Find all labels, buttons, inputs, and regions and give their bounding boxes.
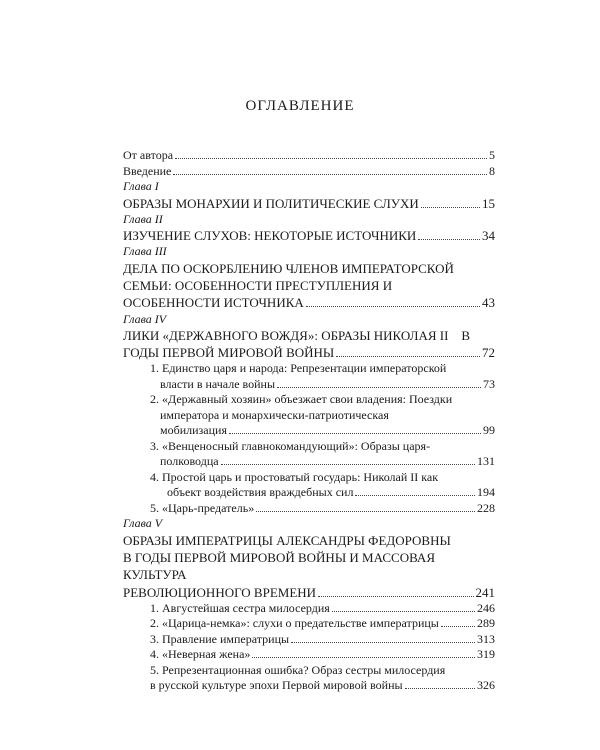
leader-dots (277, 386, 481, 388)
toc-entry-line[interactable]: В ГОДЫ ПЕРВОЙ МИРОВОЙ ВОЙНЫ И МАССОВАЯ КУЛЬТУРА (123, 550, 435, 583)
toc-entry-line[interactable] (123, 327, 495, 344)
leader-dots (229, 432, 481, 434)
toc-subentry[interactable] (123, 632, 495, 648)
leader-dots (175, 157, 487, 159)
toc-subentry-line[interactable]: 2. «Державный хозяин» объезжает свои владения: Поездки (150, 392, 453, 407)
page-number: 8 (489, 163, 495, 178)
toc-subentry-title: мобилизация (160, 423, 227, 438)
toc-subentry-line[interactable]: 3. «Венценосный главнокомандующий»: Образы царя- (150, 438, 431, 453)
leader-dots (332, 610, 475, 612)
toc-subentry[interactable] (123, 485, 495, 501)
leader-dots (355, 494, 475, 496)
toc-subentry-title: 4. «Неверная жена» (150, 647, 251, 662)
toc-entry-title: От автора (123, 148, 174, 162)
page-number: 289 (477, 616, 495, 631)
leader-dots (405, 687, 475, 689)
chapter-label: Глава III (123, 244, 167, 259)
leader-dots (306, 305, 480, 307)
leader-dots (173, 173, 487, 175)
chapter-label: Глава I (123, 179, 159, 193)
toc-entry-line[interactable]: ОБРАЗЫ ИМПЕРАТРИЦЫ АЛЕКСАНДРЫ ФЕДОРОВНЫ (123, 532, 451, 548)
page-number: 228 (477, 500, 495, 515)
page-number: 43 (482, 295, 495, 311)
page-number: 73 (483, 376, 495, 391)
toc-entry-title: ГОДЫ ПЕРВОЙ МИРОВОЙ ВОЙНЫ (123, 345, 335, 361)
toc-entry-title: ОСОБЕННОСТИ ИСТОЧНИКА (123, 295, 304, 311)
toc-subentry-title: 5. «Царь-предатель» (150, 500, 255, 515)
toc-subentry-line[interactable]: 4. Простой царь и простоватый государь: Николай II как (150, 469, 439, 484)
chapter-label: Глава V (123, 516, 163, 531)
toc-entry[interactable] (123, 148, 495, 164)
page-number: 241 (475, 584, 495, 600)
leader-dots (318, 595, 473, 597)
page-number: 131 (477, 454, 495, 469)
page-number: 5 (489, 148, 495, 162)
toc-subentry-title: объект воздействия враждебных сил (167, 485, 354, 500)
toc-subentry[interactable] (123, 678, 495, 694)
page-number: 313 (477, 631, 495, 646)
toc-entry[interactable] (123, 164, 495, 180)
toc-subentry[interactable] (123, 377, 495, 393)
page-number: 194 (477, 485, 495, 500)
leader-dots (221, 463, 475, 465)
toc-subentry[interactable] (123, 616, 495, 632)
leader-dots (418, 238, 480, 240)
table-of-contents (123, 148, 495, 694)
toc-subentry-title: власти в начале войны (160, 376, 276, 391)
toc-subentry-line[interactable]: 5. Репрезентационная ошибка? Образ сестры милосердия (150, 662, 446, 677)
page-number: 319 (477, 647, 495, 662)
page-number: 326 (477, 678, 495, 693)
page-number: 34 (482, 228, 495, 244)
toc-entry-line[interactable]: СЕМЬИ: ОСОБЕННОСТИ ПРЕСТУПЛЕНИЯ И (123, 278, 393, 294)
toc-subentry[interactable] (123, 601, 495, 617)
toc-subentry-title: 2. «Царица-немка»: слухи о предательстве императрицы (150, 616, 439, 631)
toc-subentry-line[interactable]: императора и монархически-патриотическая (160, 407, 389, 422)
toc-subentry-title: 1. Августейшая сестра милосердия (150, 600, 330, 615)
toc-subentry[interactable] (123, 423, 495, 439)
page-number: 72 (482, 345, 495, 361)
page-number: 99 (483, 423, 495, 438)
leader-dots (252, 656, 475, 658)
toc-subentry-title: полководца (160, 454, 219, 469)
toc-subentry[interactable] (123, 501, 495, 517)
toc-entry[interactable] (123, 227, 495, 244)
leader-dots (336, 355, 480, 357)
toc-subentry-title: в русской культуре эпохи Первой мировой войны (150, 678, 403, 693)
toc-entry[interactable] (123, 344, 495, 361)
chapter-label: Глава II (123, 211, 163, 226)
toc-entry-line[interactable]: ДЕЛА ПО ОСКОРБЛЕНИЮ ЧЛЕНОВ ИМПЕРАТОРСКОЙ (123, 260, 454, 276)
page-number: 15 (482, 195, 495, 211)
toc-entry-title: ЛИКИ «ДЕРЖАВНОГО ВОЖДЯ»: ОБРАЗЫ НИКОЛАЯ II В (123, 328, 471, 344)
chapter-label: Глава IV (123, 311, 167, 326)
toc-entry-title: ОБРАЗЫ МОНАРХИИ И ПОЛИТИЧЕСКИЕ СЛУХИ (123, 195, 419, 211)
toc-subentry-title: 3. Правление императрицы (150, 631, 290, 646)
page-number: 246 (477, 600, 495, 615)
toc-subentry[interactable] (123, 647, 495, 663)
leader-dots (256, 510, 475, 512)
toc-subentry-line[interactable]: 1. Единство царя и народа: Репрезентации императорской (150, 361, 447, 376)
page-title: ОГЛАВЛЕНИЕ (245, 98, 355, 114)
toc-entry[interactable] (123, 584, 495, 601)
leader-dots (441, 625, 475, 627)
leader-dots (421, 206, 480, 208)
leader-dots (291, 641, 475, 643)
toc-entry[interactable] (123, 294, 495, 311)
toc-entry-title: Введение (123, 163, 172, 178)
toc-entry-title: РЕВОЛЮЦИОННОГО ВРЕМЕНИ (123, 584, 317, 600)
toc-entry[interactable] (123, 195, 495, 212)
toc-entry-title: ИЗУЧЕНИЕ СЛУХОВ: НЕКОТОРЫЕ ИСТОЧНИКИ (123, 228, 417, 244)
toc-subentry[interactable] (123, 454, 495, 470)
